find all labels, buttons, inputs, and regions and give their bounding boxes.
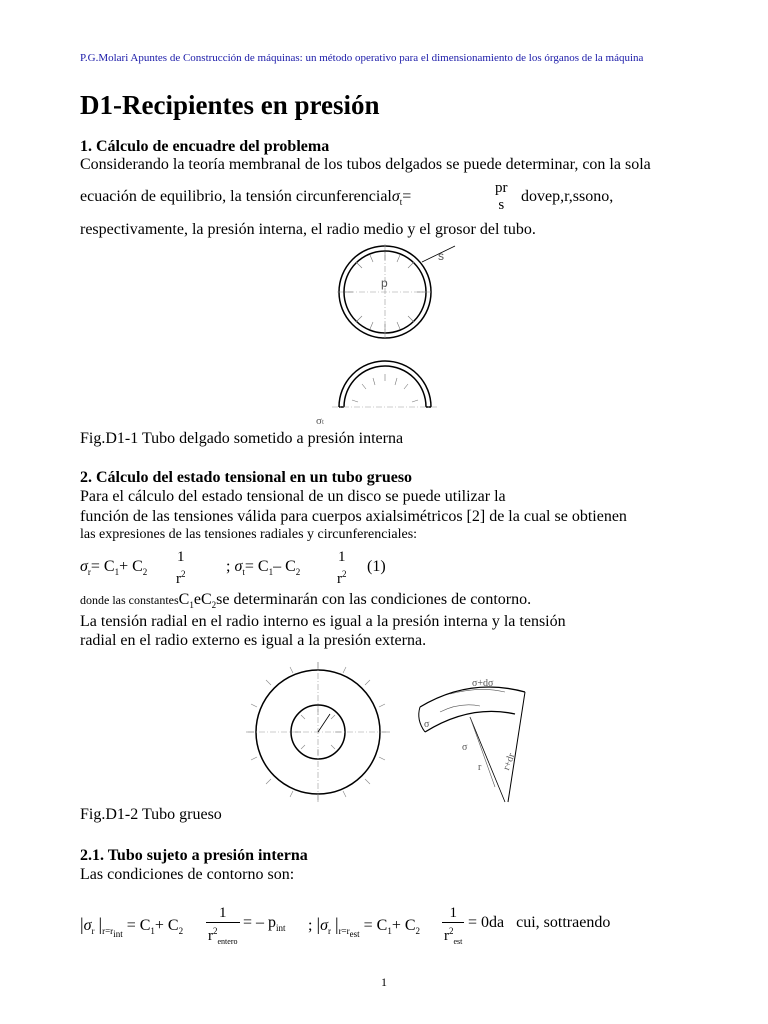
- bc-frac-est: 1 $r^2_{est}$: [442, 905, 464, 950]
- eq1-number: (1): [367, 558, 386, 575]
- page-title: D1-Recipientes en presión: [80, 90, 380, 120]
- figure-thick-tube: [228, 662, 408, 802]
- figure-thin-tube: [310, 242, 470, 427]
- label-r: r: [478, 762, 482, 773]
- s2-line1: Para el cálculo del estado tensional de un disco se puede utilizar la: [80, 488, 506, 505]
- bc-eq-right: ; $|\sigma_r$ $|_{r=r_{est}} = C_1+ C_2$: [308, 914, 421, 939]
- eq1-frac-b: 1 $r^2$: [337, 549, 347, 587]
- section-2-1-heading: 2.1. Tubo sujeto a presión interna: [80, 847, 308, 864]
- eq1-sigma-r: $\sigma_r= C_1+ C_2$: [80, 558, 148, 578]
- s1-line3: respectivamente, la presión interna, el radio medio y el grosor del tubo.: [80, 221, 536, 238]
- page-number: 1: [381, 975, 387, 989]
- bc-eq-left: $|\sigma_r$ $|_{r=r_{int}} = C_1+ C_2$: [80, 914, 184, 939]
- section-2-heading: 2. Cálculo del estado tensional en un tubo grueso: [80, 469, 413, 486]
- s1-line2-tail: dovep,r,ssono,: [521, 188, 614, 205]
- figure-tube-element: [410, 672, 540, 807]
- eq1-sigma-t: ; $\sigma_t= C_1-$ $C_2$: [226, 558, 301, 578]
- section-1-heading: 1. Cálculo de encuadre del problema: [80, 138, 330, 155]
- s2-line2: función de las tensiones válida para cuerpos axialsimétricos [2] de la cual se obtienen: [80, 508, 627, 525]
- fig-d1-1-caption: Fig.D1-1 Tubo delgado sometido a presión interna: [80, 430, 404, 447]
- s1-line1: Considerando la teoría membranal de los tubos delgados se puede determinar, con la sola: [80, 156, 651, 173]
- label-sigma-t2: σ: [462, 742, 468, 753]
- label-sigma-r: σ: [424, 719, 430, 730]
- label-sigma-t: σt: [316, 415, 324, 427]
- label-p: p: [381, 276, 388, 290]
- label-s: s: [438, 249, 444, 263]
- bc-frac-int: 1 $r^2_{entero}$: [206, 905, 240, 950]
- s1-line2: ecuación de equilibrio, la tensión circunferencialσ$_t$=: [80, 188, 412, 208]
- fig-d1-2-caption: Fig.D1-2 Tubo grueso: [80, 806, 222, 823]
- label-sigma-t-dsigma: σ+dσ: [472, 678, 494, 689]
- running-header: P.G.Molari Apuntes de Construcción de máquinas: un método operativo para el dimensionamiento de los órganos de la máquina: [80, 52, 644, 64]
- s2-line4: donde las $constantesC_1eC_2se$ determinarán con las condiciones de contorno.: [80, 591, 532, 611]
- label-r-plus-dr: r+dr: [501, 751, 518, 772]
- eq1-frac-a: 1 $r^2$: [176, 549, 186, 587]
- s21-line1: Las condiciones de contorno son:: [80, 866, 295, 883]
- s1-fraction-pr-s: pr s: [495, 180, 508, 213]
- bc-eq-rhs1: = – $p_{int}$: [243, 914, 286, 934]
- s2-line6: radial en el radio externo es igual a la presión externa.: [80, 632, 427, 649]
- s2-line3: las expresiones de las tensiones radiales y circunferenciales:: [80, 527, 418, 542]
- bc-eq-rhs2: = 0da cui, sottraendo: [468, 914, 611, 931]
- s2-line5: La tensión radial en el radio interno es igual a la presión interna y la tensión: [80, 613, 566, 630]
